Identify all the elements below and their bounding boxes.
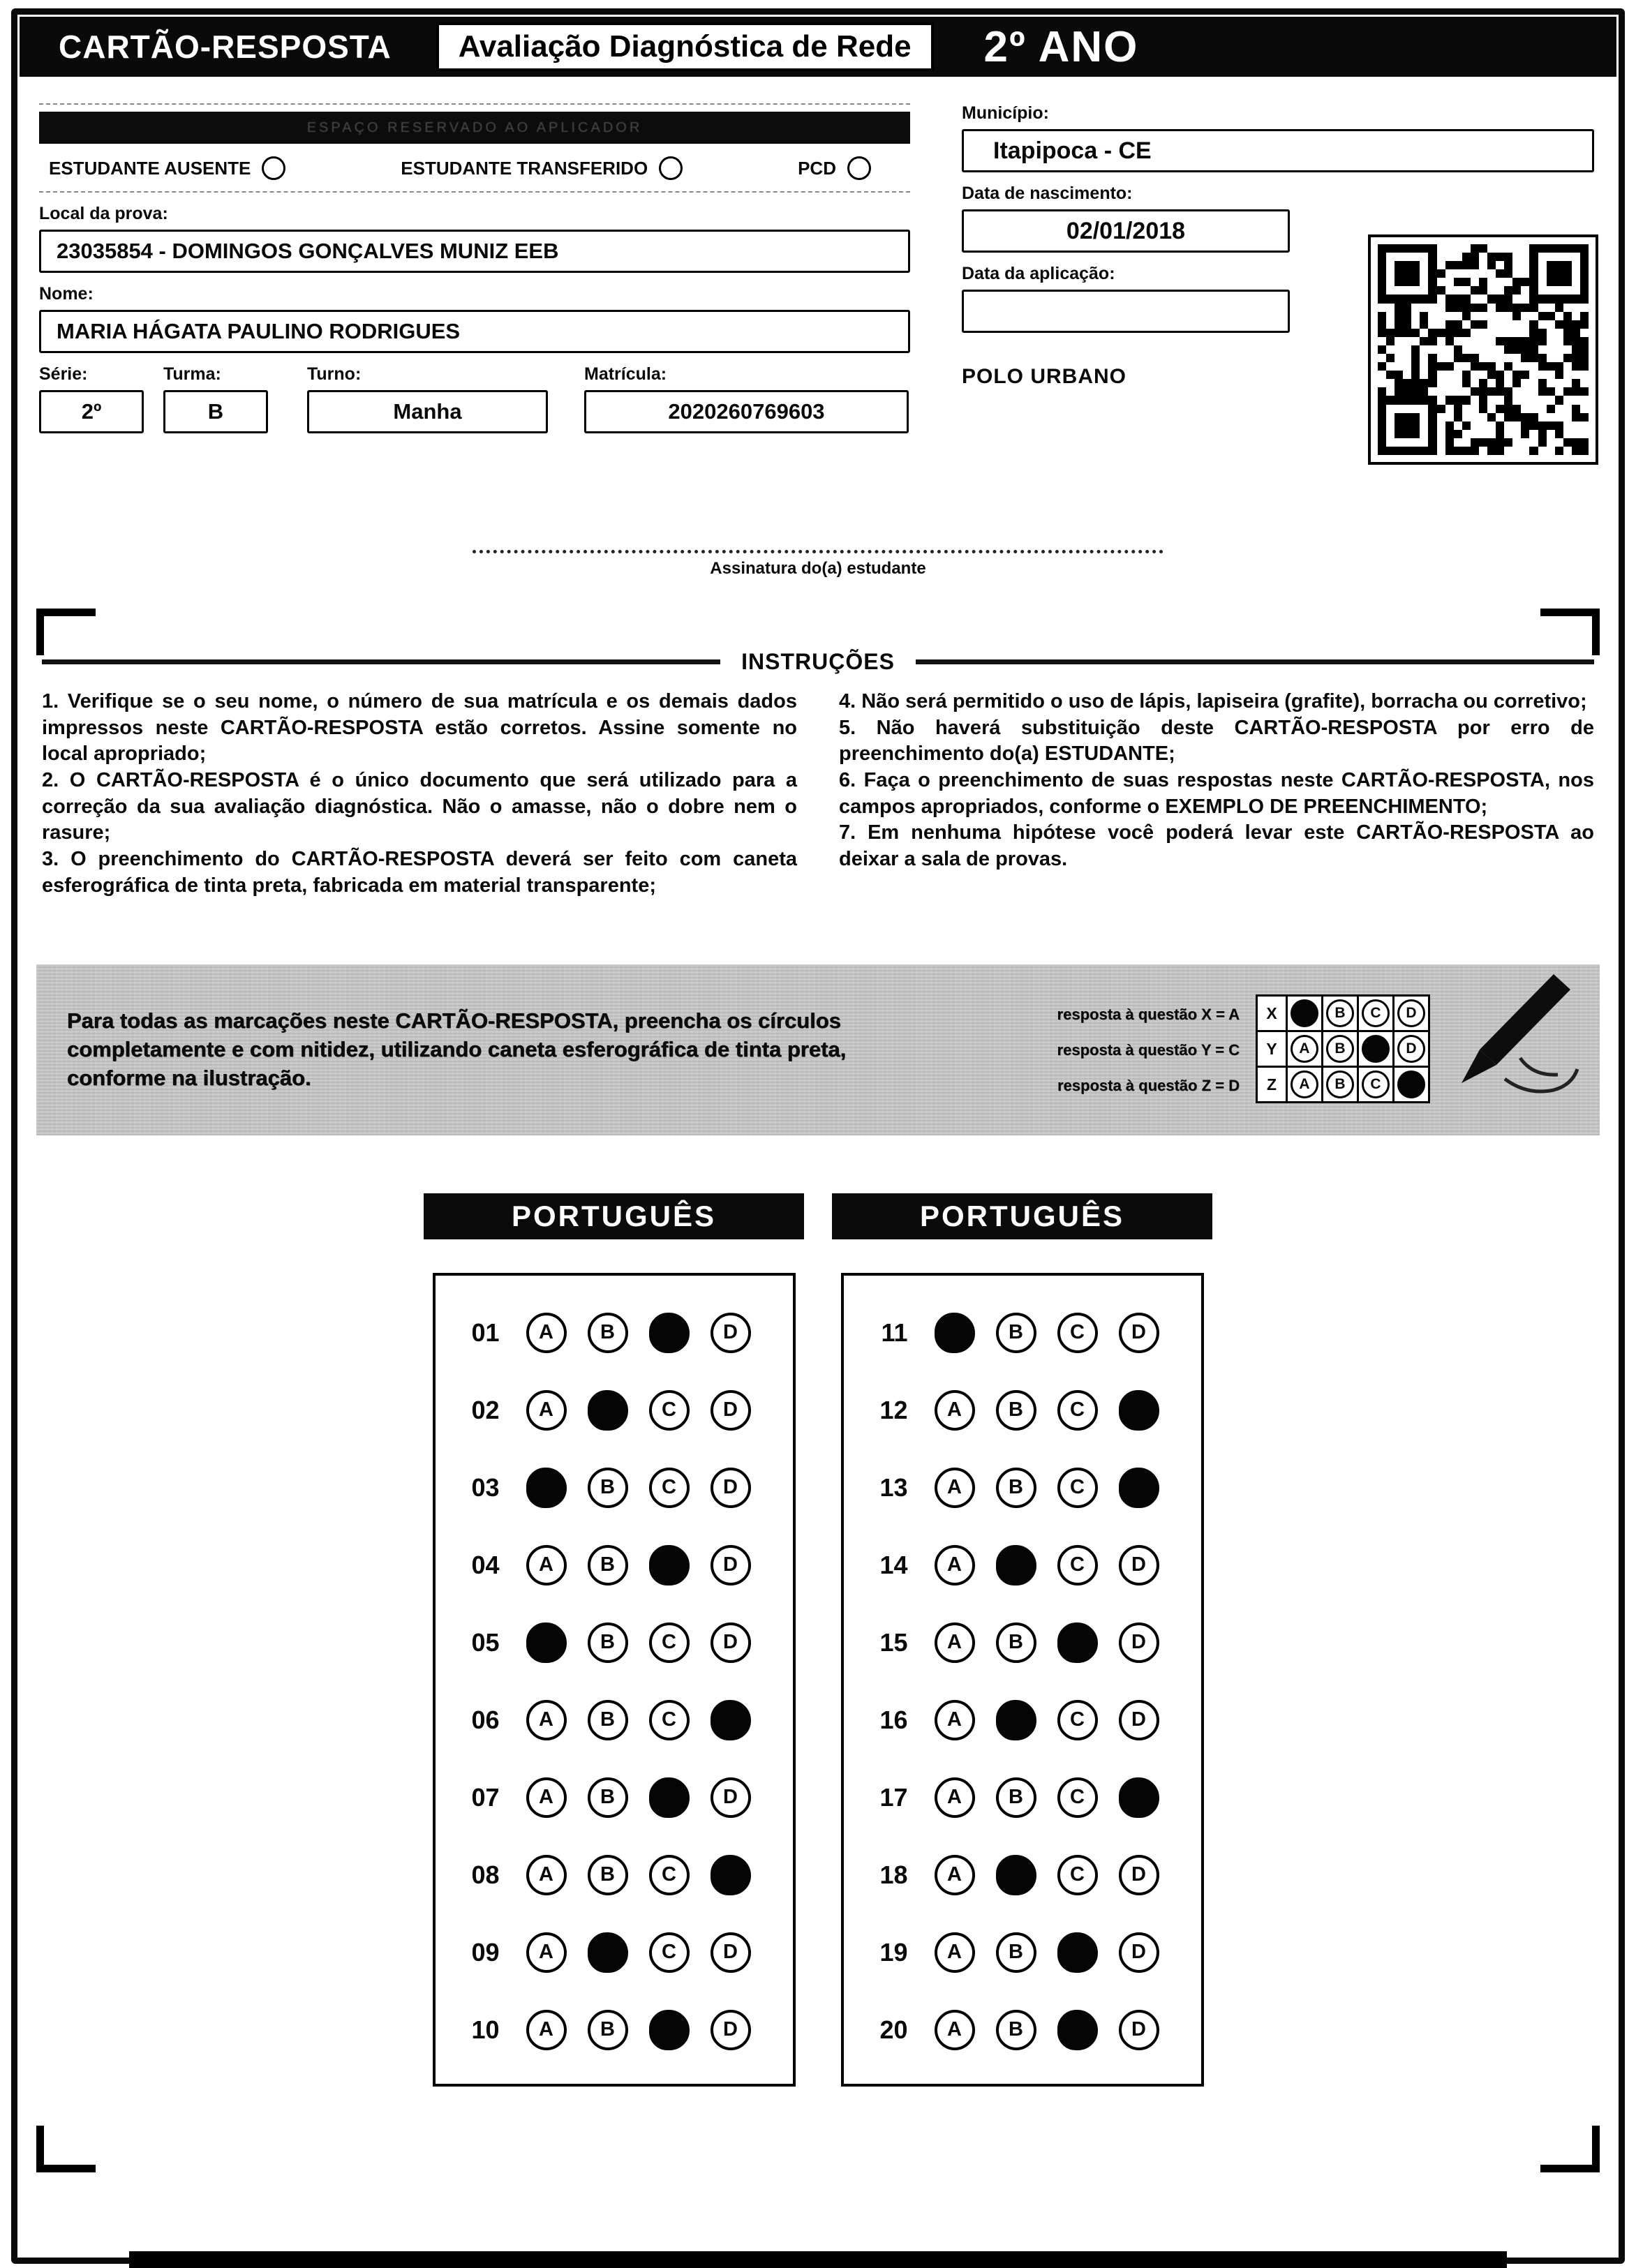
serie-field — [39, 390, 144, 433]
answer-bubble-05-B: B — [588, 1622, 628, 1663]
instruction-item-5: 5. Não haverá substituição deste CARTÃO-RESPOSTA por erro de preenchimento do(a) ESTUDANTE; — [839, 716, 1594, 766]
answer-bubble-11-D: D — [1119, 1313, 1159, 1353]
status-estudante-transferido — [401, 156, 683, 180]
answer-bubble-15-D: D — [1119, 1622, 1159, 1663]
answer-bubble-08-D — [711, 1855, 751, 1895]
turno-value: Manha — [393, 399, 462, 424]
answer-bubble-08-B: B — [588, 1855, 628, 1895]
instruction-item-6: 6. Faça o preenchimento de suas respostas neste CARTÃO-RESPOSTA, nos campos apropriados, conforme o EXEMPLO DE PREENCHIMENTO; — [839, 769, 1594, 818]
question-number-18: 18 — [879, 1860, 908, 1889]
question-row-09 — [454, 1913, 793, 1991]
answer-bubble-18-D: D — [1119, 1855, 1159, 1895]
answer-bubble-12-B: B — [996, 1390, 1036, 1431]
answer-bubble-07-B: B — [588, 1777, 628, 1818]
question-number-20: 20 — [879, 2015, 908, 2044]
status-pcd-label: PCD — [798, 157, 836, 179]
example-row-label-X: X — [1256, 994, 1288, 1032]
answer-bubble-10-D: D — [711, 2010, 751, 2050]
example-bubble-Z-A: A — [1291, 1070, 1318, 1098]
question-row-15 — [862, 1604, 1201, 1681]
signature-label: Assinatura do(a) estudante — [710, 559, 926, 578]
answer-bubble-04-C — [649, 1545, 690, 1586]
example-cell-Y-C — [1357, 1030, 1395, 1068]
answer-bubble-03-B: B — [588, 1468, 628, 1508]
answer-bubble-06-C: C — [649, 1700, 690, 1740]
answer-bubble-05-A — [526, 1622, 567, 1663]
status-transferido-bubble — [659, 156, 683, 180]
answer-bubble-03-D: D — [711, 1468, 751, 1508]
matricula-field — [584, 390, 909, 433]
answer-bubble-04-D: D — [711, 1545, 751, 1586]
answer-bubble-17-D — [1119, 1777, 1159, 1818]
turma-group — [163, 353, 268, 433]
question-number-09: 09 — [471, 1937, 500, 1967]
example-cell-Y-A — [1286, 1030, 1323, 1068]
nascimento-label: Data de nascimento: — [962, 184, 1133, 203]
example-label-y: resposta à questão Y = C — [1057, 1040, 1240, 1059]
answer-bubble-06-D — [711, 1700, 751, 1740]
question-number-16: 16 — [879, 1705, 908, 1734]
instructions-title-line-left — [42, 659, 720, 664]
question-row-01 — [454, 1294, 793, 1371]
corner-mark-bottom-right — [1540, 2126, 1600, 2172]
instruction-item-3: 3. O preenchimento do CARTÃO-RESPOSTA deverá ser feito com caneta esferográfica de tinta preta, fabricada em material transparente; — [42, 848, 797, 897]
answer-bubble-14-D: D — [1119, 1545, 1159, 1586]
question-row-10 — [454, 1991, 793, 2068]
aplicacao-field — [962, 290, 1290, 333]
assessment-name: Avaliação Diagnóstica de Rede — [458, 29, 912, 64]
answer-bubble-12-D — [1119, 1390, 1159, 1431]
question-row-14 — [862, 1526, 1201, 1604]
answer-bubble-06-B: B — [588, 1700, 628, 1740]
answer-bubble-13-C: C — [1057, 1468, 1098, 1508]
serie-group — [39, 353, 144, 433]
answer-bubble-01-B: B — [588, 1313, 628, 1353]
example-bubble-Y-C — [1362, 1035, 1390, 1063]
answer-bubble-10-A: A — [526, 2010, 567, 2050]
bottom-timing-bar — [129, 2251, 1507, 2268]
answer-bubble-17-B: B — [996, 1777, 1036, 1818]
example-label-z: resposta à questão Z = D — [1057, 1076, 1240, 1094]
answer-bubble-20-A: A — [935, 2010, 975, 2050]
matricula-value: 2020260769603 — [668, 399, 825, 424]
answer-bubble-10-C — [649, 2010, 690, 2050]
answer-bubble-11-B: B — [996, 1313, 1036, 1353]
example-bubble-Y-A: A — [1291, 1035, 1318, 1063]
instruction-item-7: 7. Em nenhuma hipótese você poderá levar este CARTÃO-RESPOSTA ao deixar a sala de provas. — [839, 821, 1594, 871]
status-ausente-label: ESTUDANTE AUSENTE — [49, 157, 251, 179]
question-number-01: 01 — [471, 1318, 500, 1347]
municipio-value: Itapipoca - CE — [993, 137, 1152, 164]
answer-bubble-01-A: A — [526, 1313, 567, 1353]
qr-code-modules — [1378, 244, 1589, 455]
answer-bubble-15-A: A — [935, 1622, 975, 1663]
question-row-12 — [862, 1371, 1201, 1449]
question-row-20 — [862, 1991, 1201, 2068]
local-prova-value: 23035854 - DOMINGOS GONÇALVES MUNIZ EEB — [57, 239, 559, 263]
example-cell-Z-C — [1357, 1066, 1395, 1103]
instruction-item-2: 2. O CARTÃO-RESPOSTA é o único documento que será utilizado para a correção da sua avaliação diagnóstica. Não o amasse, não o dobre nem o rasure; — [42, 769, 797, 844]
question-number-15: 15 — [879, 1627, 908, 1657]
answer-bubble-12-C: C — [1057, 1390, 1098, 1431]
local-prova-label: Local da prova: — [39, 204, 168, 223]
question-number-17: 17 — [879, 1782, 908, 1812]
instructions-right-column — [839, 689, 1594, 900]
example-cell-Y-B — [1321, 1030, 1359, 1068]
turma-label: Turma: — [163, 364, 221, 384]
example-bubble-X-C: C — [1362, 999, 1390, 1027]
answer-bubble-20-B: B — [996, 2010, 1036, 2050]
answer-bubble-07-C — [649, 1777, 690, 1818]
status-estudante-ausente — [49, 156, 285, 180]
answer-bubble-04-A: A — [526, 1545, 567, 1586]
answer-bubble-16-C: C — [1057, 1700, 1098, 1740]
assessment-name-box — [436, 22, 934, 71]
question-row-04 — [454, 1526, 793, 1604]
answer-bubble-03-A — [526, 1468, 567, 1508]
example-bubble-Y-D: D — [1397, 1035, 1425, 1063]
answer-bubble-04-B: B — [588, 1545, 628, 1586]
answer-bubble-09-C: C — [649, 1932, 690, 1973]
answer-bubble-01-C — [649, 1313, 690, 1353]
question-number-13: 13 — [879, 1472, 908, 1502]
question-row-13 — [862, 1449, 1201, 1526]
student-status-row — [39, 156, 910, 180]
nome-field — [39, 310, 910, 353]
instructions-columns — [42, 689, 1594, 900]
status-ausente-bubble — [262, 156, 285, 180]
local-prova-field — [39, 230, 910, 273]
answer-bubble-14-C: C — [1057, 1545, 1098, 1586]
question-number-19: 19 — [879, 1937, 908, 1967]
question-number-07: 07 — [471, 1782, 500, 1812]
section-title-bar-2: PORTUGUÊS — [832, 1193, 1212, 1239]
answer-bubble-01-D: D — [711, 1313, 751, 1353]
nome-label: Nome: — [39, 284, 94, 304]
example-bubble-Z-B: B — [1326, 1070, 1354, 1098]
applicator-reserved-bar — [39, 112, 910, 144]
example-label-x: resposta à questão X = A — [1057, 1005, 1240, 1023]
answer-bubble-13-B: B — [996, 1468, 1036, 1508]
answer-bubble-17-A: A — [935, 1777, 975, 1818]
answer-section-1 — [424, 1193, 804, 2087]
answer-bubble-20-C — [1057, 2010, 1098, 2050]
question-number-12: 12 — [879, 1395, 908, 1424]
status-transferido-label: ESTUDANTE TRANSFERIDO — [401, 157, 648, 179]
question-number-06: 06 — [471, 1705, 500, 1734]
qr-code — [1368, 234, 1598, 465]
answer-bubble-02-D: D — [711, 1390, 751, 1431]
answer-bubble-17-C: C — [1057, 1777, 1098, 1818]
answer-bubble-16-B — [996, 1700, 1036, 1740]
answer-bubble-13-A: A — [935, 1468, 975, 1508]
question-number-03: 03 — [471, 1472, 500, 1502]
answer-bubble-11-C: C — [1057, 1313, 1098, 1353]
question-number-11: 11 — [881, 1318, 908, 1347]
answer-bubble-16-A: A — [935, 1700, 975, 1740]
turno-label: Turno: — [307, 364, 362, 384]
instructions-title-row — [42, 649, 1594, 675]
example-cell-X-B — [1321, 994, 1359, 1032]
serie-label: Série: — [39, 364, 88, 384]
example-cell-X-A — [1286, 994, 1323, 1032]
nascimento-value: 02/01/2018 — [1066, 217, 1186, 244]
question-number-14: 14 — [879, 1550, 908, 1579]
serie-value: 2º — [81, 399, 102, 424]
turma-field — [163, 390, 268, 433]
polo-label: POLO URBANO — [962, 365, 1126, 388]
example-bubble-Y-B: B — [1326, 1035, 1354, 1063]
nascimento-field — [962, 209, 1290, 253]
corner-mark-top-left — [36, 609, 96, 655]
turno-field — [307, 390, 548, 433]
answer-bubble-05-C: C — [649, 1622, 690, 1663]
answer-bubble-07-A: A — [526, 1777, 567, 1818]
left-form-column — [39, 103, 910, 433]
instructions-title-line-right — [916, 659, 1594, 664]
question-row-11 — [862, 1294, 1201, 1371]
answer-bubble-07-D: D — [711, 1777, 751, 1818]
question-number-02: 02 — [471, 1395, 500, 1424]
turno-group — [307, 353, 548, 433]
question-row-17 — [862, 1759, 1201, 1836]
example-cell-Z-B — [1321, 1066, 1359, 1103]
answer-bubble-16-D: D — [1119, 1700, 1159, 1740]
example-bubble-X-A — [1291, 999, 1318, 1027]
municipio-field — [962, 129, 1594, 172]
answer-bubble-09-D: D — [711, 1932, 751, 1973]
answer-bubble-15-B: B — [996, 1622, 1036, 1663]
question-row-08 — [454, 1836, 793, 1913]
question-row-18 — [862, 1836, 1201, 1913]
answer-bubble-14-A: A — [935, 1545, 975, 1586]
example-bubble-X-D: D — [1397, 999, 1425, 1027]
example-row-Y — [1258, 1032, 1430, 1068]
answer-bubble-05-D: D — [711, 1622, 751, 1663]
fill-instructions-band — [36, 964, 1600, 1135]
applicator-reserved-text: ESPAÇO RESERVADO AO APLICADOR — [306, 119, 643, 135]
student-meta-row — [39, 353, 910, 433]
answer-sections — [0, 1193, 1636, 2087]
example-bubble-X-B: B — [1326, 999, 1354, 1027]
turma-value: B — [207, 399, 224, 424]
example-row-X — [1258, 997, 1430, 1032]
question-row-02 — [454, 1371, 793, 1449]
example-cell-X-C — [1357, 994, 1395, 1032]
question-row-07 — [454, 1759, 793, 1836]
header-bar — [20, 17, 1616, 77]
answer-bubble-10-B: B — [588, 2010, 628, 2050]
answer-bubble-02-A: A — [526, 1390, 567, 1431]
example-bubble-grid — [1258, 997, 1430, 1103]
instructions-left-column — [42, 689, 797, 900]
answer-bubble-03-C: C — [649, 1468, 690, 1508]
right-form-column — [962, 103, 1598, 389]
answer-bubble-19-D: D — [1119, 1932, 1159, 1973]
answer-bubble-18-B — [996, 1855, 1036, 1895]
question-row-05 — [454, 1604, 793, 1681]
nome-value: MARIA HÁGATA PAULINO RODRIGUES — [57, 319, 461, 343]
question-row-19 — [862, 1913, 1201, 1991]
answer-bubble-02-B — [588, 1390, 628, 1431]
answer-bubble-15-C — [1057, 1622, 1098, 1663]
example-cell-Z-A — [1286, 1066, 1323, 1103]
question-number-04: 04 — [471, 1550, 500, 1579]
matricula-group — [584, 353, 909, 433]
example-bubble-Z-C: C — [1362, 1070, 1390, 1098]
section-title-bar-1: PORTUGUÊS — [424, 1193, 804, 1239]
answer-bubble-09-B — [588, 1932, 628, 1973]
instructions-section — [42, 649, 1594, 900]
question-number-08: 08 — [471, 1860, 500, 1889]
question-row-06 — [454, 1681, 793, 1759]
corner-mark-top-right — [1540, 609, 1600, 655]
example-row-Z — [1258, 1068, 1430, 1103]
fill-notice-text: Para todas as marcações neste CARTÃO-RESPOSTA, preencha os círculos completamente e com nitidez, utilizando caneta esferográfica de tinta preta, conforme na ilustração. — [67, 1008, 847, 1090]
answer-bubble-19-A: A — [935, 1932, 975, 1973]
question-number-05: 05 — [471, 1627, 500, 1657]
answer-bubble-20-D: D — [1119, 2010, 1159, 2050]
answer-bubble-18-A: A — [935, 1855, 975, 1895]
answer-bubble-13-D — [1119, 1468, 1159, 1508]
form-title: CARTÃO-RESPOSTA — [59, 29, 392, 65]
answer-bubble-08-C: C — [649, 1855, 690, 1895]
answer-bubble-09-A: A — [526, 1932, 567, 1973]
example-row-label-Z: Z — [1256, 1066, 1288, 1103]
answer-bubble-11-A — [935, 1313, 975, 1353]
aplicacao-label: Data da aplicação: — [962, 264, 1115, 283]
instructions-title: INSTRUÇÕES — [741, 649, 895, 674]
answer-bubble-18-C: C — [1057, 1855, 1098, 1895]
answer-bubble-06-A: A — [526, 1700, 567, 1740]
municipio-label: Município: — [962, 103, 1049, 123]
corner-mark-bottom-left — [36, 2126, 96, 2172]
answer-bubble-12-A: A — [935, 1390, 975, 1431]
answer-bubble-19-B: B — [996, 1932, 1036, 1973]
signature-area — [0, 550, 1636, 579]
answer-grid-1 — [433, 1273, 796, 2087]
grade-label: 2º ANO — [983, 22, 1139, 71]
answer-bubble-19-C — [1057, 1932, 1098, 1973]
example-answer-labels — [1009, 997, 1240, 1103]
answer-bubble-02-C: C — [649, 1390, 690, 1431]
answer-section-2 — [832, 1193, 1212, 2087]
question-row-16 — [862, 1681, 1201, 1759]
answer-bubble-14-B — [996, 1545, 1036, 1586]
matricula-label: Matrícula: — [584, 364, 667, 384]
hand-pen-illustration — [1421, 973, 1582, 1105]
applicator-block — [39, 103, 910, 193]
example-row-label-Y: Y — [1256, 1030, 1288, 1068]
status-pcd-bubble — [847, 156, 871, 180]
question-number-10: 10 — [471, 2015, 500, 2044]
status-pcd — [798, 156, 871, 180]
instruction-item-4: 4. Não será permitido o uso de lápis, lapiseira (grafite), borracha ou corretivo; — [839, 690, 1587, 713]
instruction-item-1: 1. Verifique se o seu nome, o número de sua matrícula e os demais dados impressos neste CARTÃO-RESPOSTA estão corretos. Assine somente no local apropriado; — [42, 690, 797, 766]
signature-line — [473, 550, 1163, 553]
answer-bubble-08-A: A — [526, 1855, 567, 1895]
answer-grid-2 — [841, 1273, 1204, 2087]
question-row-03 — [454, 1449, 793, 1526]
